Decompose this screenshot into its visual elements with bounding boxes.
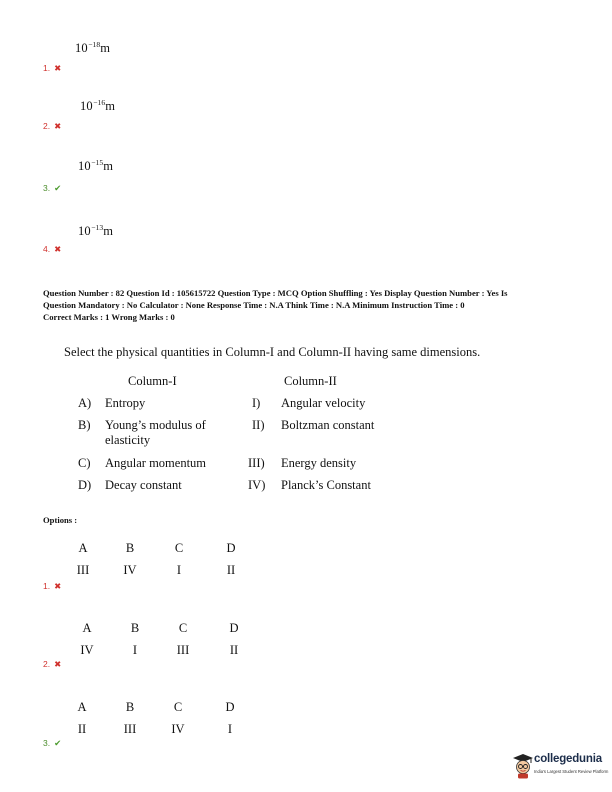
row-iv-quantity: Planck’s Constant — [281, 478, 371, 492]
grid-value: I — [227, 722, 233, 736]
grid-value: III — [176, 643, 190, 657]
option-number-3: 3. ✔ — [43, 183, 62, 193]
row-i-quantity: Angular velocity — [281, 396, 366, 410]
option-number-2: 2. ✖ — [43, 121, 62, 131]
grid-value: IV — [80, 643, 94, 657]
option-value-4: $10^{-13}m$ — [78, 223, 114, 238]
match-option-number-1: 1. ✖ — [43, 581, 62, 591]
column-2-header: Column-II — [284, 374, 337, 388]
row-c-quantity: Angular momentum — [105, 456, 207, 470]
match-option-number-2: 2. ✖ — [43, 659, 62, 669]
grid-value: I — [176, 563, 182, 577]
collegedunia-logo — [512, 751, 608, 785]
grid-value: III — [123, 722, 137, 736]
question-meta-line-2: Question Mandatory : No Calculator : None Response Time : N.A Think Time : N.A Minimum Instruction Time : 0 — [43, 300, 465, 310]
grid-header: C — [174, 541, 184, 555]
option-value-3: $10^{-15}m$ — [78, 158, 114, 173]
row-i-label: I) — [252, 396, 261, 410]
option-value-1: $10^{-18}m$ — [75, 40, 111, 55]
logo-tagline: India's Largest Student Review Platform — [534, 769, 609, 774]
grid-header: B — [125, 541, 135, 555]
grid-value: II — [226, 563, 236, 577]
grid-header: D — [226, 541, 236, 555]
grid-value: IV — [171, 722, 185, 736]
wrong-mark-icon: ✖ — [54, 581, 62, 591]
grid-header: B — [125, 700, 135, 714]
row-b-label: B) — [78, 418, 91, 432]
grid-header: A — [77, 700, 87, 714]
grid-value: III — [76, 563, 90, 577]
question-meta-line-3: Correct Marks : 1 Wrong Marks : 0 — [43, 312, 175, 322]
grid-value: I — [132, 643, 138, 657]
wrong-mark-icon: ✖ — [54, 659, 62, 669]
question-text: Select the physical quantities in Column-I and Column-II having same dimensions. — [64, 345, 481, 359]
grid-header: D — [225, 700, 235, 714]
wrong-mark-icon: ✖ — [54, 244, 62, 254]
option-value-2: $10^{-16}m$ — [80, 98, 116, 113]
correct-check-icon: ✔ — [54, 183, 62, 193]
grid-value: II — [77, 722, 87, 736]
wrong-mark-icon: ✖ — [54, 121, 62, 131]
match-option-number-3: 3. ✔ — [43, 738, 62, 748]
row-a-quantity: Entropy — [105, 396, 146, 410]
row-ii-label: II) — [252, 418, 265, 432]
question-meta-line-1: Question Number : 82 Question Id : 105615722 Question Type : MCQ Option Shuffling : Yes Display Question Number : Yes Is — [43, 288, 508, 298]
option-number-4: 4. ✖ — [43, 244, 62, 254]
grid-header: A — [82, 621, 92, 635]
grid-header: A — [78, 541, 88, 555]
grid-header: B — [130, 621, 140, 635]
options-label: Options : — [43, 515, 78, 525]
grid-header: D — [229, 621, 239, 635]
row-a-label: A) — [78, 396, 92, 410]
row-d-quantity: Decay constant — [105, 478, 182, 492]
row-c-label: C) — [78, 456, 91, 470]
correct-check-icon: ✔ — [54, 738, 62, 748]
question-meta — [43, 287, 508, 323]
row-iii-label: III) — [248, 456, 265, 470]
row-iii-quantity: Energy density — [281, 456, 357, 470]
grid-value: IV — [123, 563, 137, 577]
grid-value: II — [229, 643, 239, 657]
logo-brand: collegedunia — [534, 753, 602, 765]
wrong-mark-icon: ✖ — [54, 63, 62, 73]
row-ii-quantity: Boltzman constant — [281, 418, 375, 432]
grid-header: C — [173, 700, 183, 714]
row-d-label: D) — [78, 478, 92, 492]
row-b-quantity: Young’s modulus of elasticity — [105, 418, 206, 447]
column-1-header: Column-I — [128, 374, 177, 388]
student-mascot-icon — [512, 753, 534, 779]
option-number-1: 1. ✖ — [43, 63, 62, 73]
row-iv-label: IV) — [248, 478, 266, 492]
grid-header: C — [178, 621, 188, 635]
